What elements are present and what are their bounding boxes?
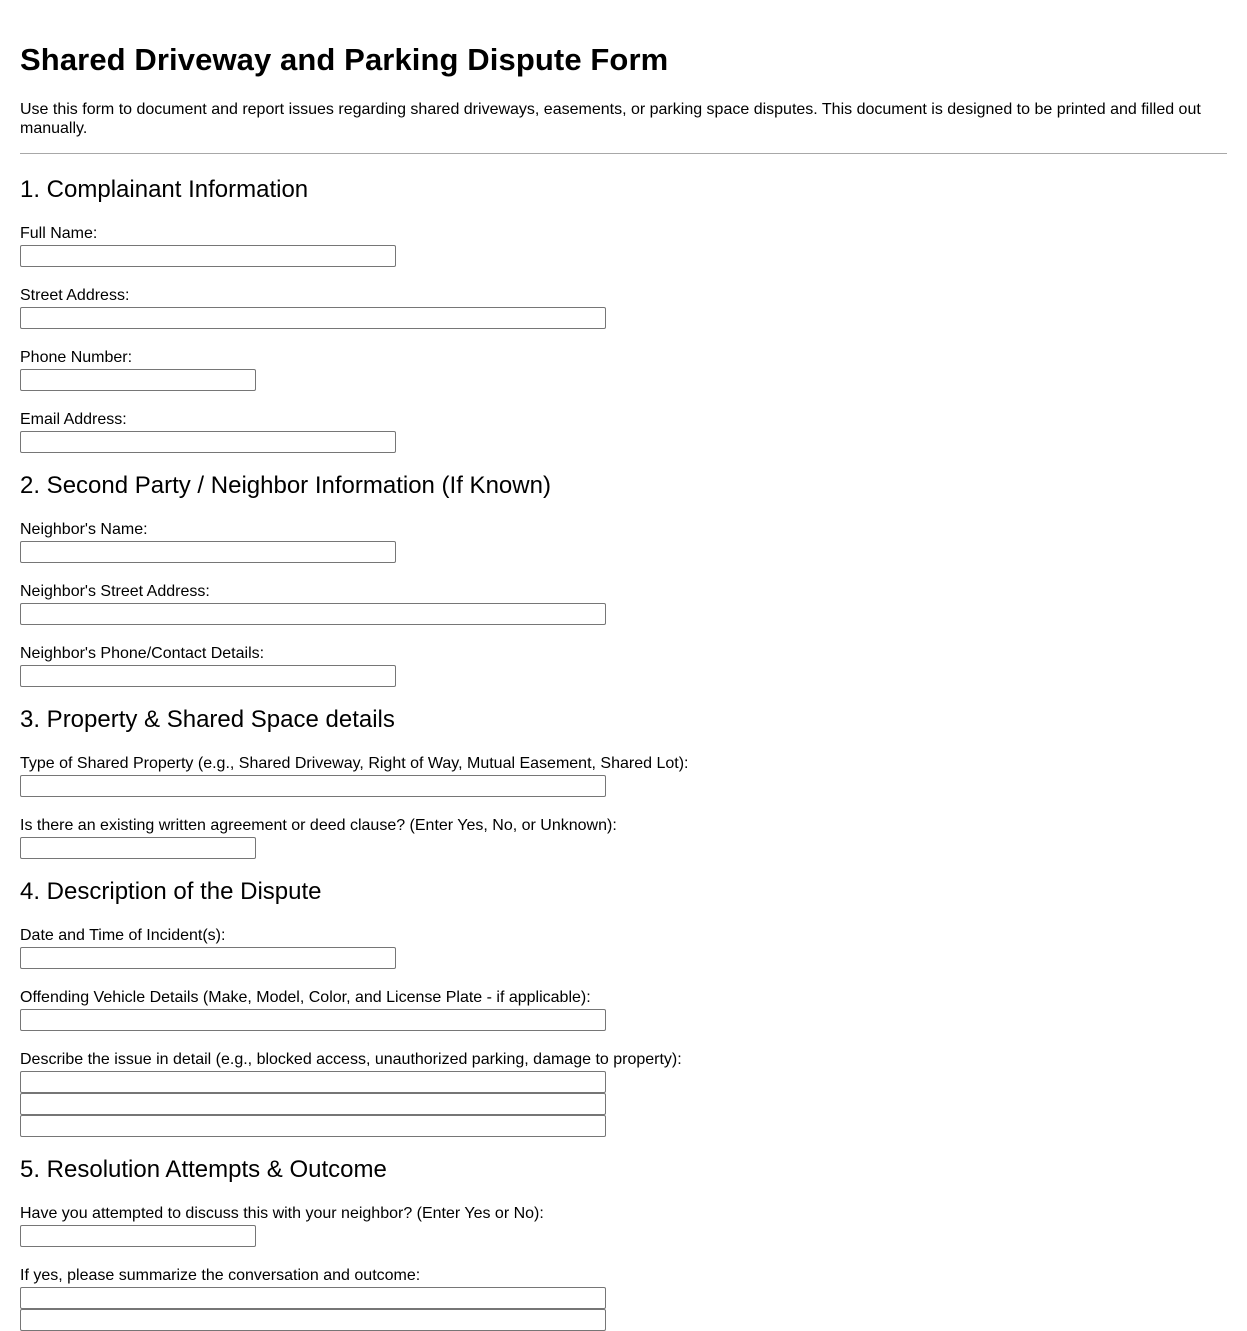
section-heading-resolution: 5. Resolution Attempts & Outcome [20, 1156, 387, 1183]
field-vehicle-details [20, 990, 1227, 1031]
full-name-input[interactable] [20, 245, 396, 267]
issue-description-line-2[interactable] [20, 1093, 606, 1115]
section-heading-complainant: 1. Complainant Information [20, 176, 309, 203]
field-label: Neighbor's Name: [20, 521, 148, 538]
discussed-with-neighbor-input[interactable] [20, 1225, 256, 1247]
field-email-address [20, 412, 1227, 453]
field-label: Street Address: [20, 287, 130, 304]
issue-description-line-1[interactable] [20, 1071, 606, 1093]
field-property-type [20, 756, 1227, 797]
issue-description-line-3[interactable] [20, 1115, 606, 1137]
field-conversation-summary [20, 1268, 1227, 1331]
neighbor-contact-input[interactable] [20, 665, 396, 687]
field-full-name [20, 226, 1227, 267]
field-phone-number [20, 350, 1227, 391]
conversation-summary-line-2[interactable] [20, 1309, 606, 1331]
section-heading-property: 3. Property & Shared Space details [20, 706, 395, 733]
field-label: Describe the issue in detail (e.g., blocked access, unauthorized parking, damage to property): [20, 1051, 682, 1068]
incident-datetime-input[interactable] [20, 947, 396, 969]
street-address-input[interactable] [20, 307, 606, 329]
divider [20, 153, 1227, 154]
neighbor-name-input[interactable] [20, 541, 396, 563]
field-discussed-with-neighbor [20, 1206, 1227, 1247]
field-label: Type of Shared Property (e.g., Shared Driveway, Right of Way, Mutual Easement, Shared Lot): [20, 755, 689, 772]
field-written-agreement [20, 818, 1227, 859]
field-label: Email Address: [20, 411, 127, 428]
field-neighbor-name [20, 522, 1227, 563]
field-label: If yes, please summarize the conversation and outcome: [20, 1267, 421, 1284]
conversation-summary-line-1[interactable] [20, 1287, 606, 1309]
field-label: Neighbor's Street Address: [20, 583, 210, 600]
field-issue-description [20, 1052, 1227, 1137]
field-label: Have you attempted to discuss this with your neighbor? (Enter Yes or No): [20, 1205, 544, 1222]
written-agreement-input[interactable] [20, 837, 256, 859]
intro-text: Use this form to document and report issues regarding shared driveways, easements, or parking space disputes. This document is designed to be printed and filled out manually. [20, 101, 1201, 137]
property-type-input[interactable] [20, 775, 606, 797]
neighbor-address-input[interactable] [20, 603, 606, 625]
field-label: Offending Vehicle Details (Make, Model, Color, and License Plate - if applicable): [20, 989, 591, 1006]
field-neighbor-address [20, 584, 1227, 625]
phone-number-input[interactable] [20, 369, 256, 391]
section-heading-dispute: 4. Description of the Dispute [20, 878, 322, 905]
page-title: Shared Driveway and Parking Dispute Form [20, 42, 669, 77]
section-heading-neighbor: 2. Second Party / Neighbor Information (If Known) [20, 472, 551, 499]
vehicle-details-input[interactable] [20, 1009, 606, 1031]
field-incident-datetime [20, 928, 1227, 969]
field-label: Date and Time of Incident(s): [20, 927, 226, 944]
field-neighbor-contact [20, 646, 1227, 687]
field-label: Phone Number: [20, 349, 133, 366]
field-label: Neighbor's Phone/Contact Details: [20, 645, 265, 662]
field-street-address [20, 288, 1227, 329]
email-address-input[interactable] [20, 431, 396, 453]
field-label: Is there an existing written agreement or deed clause? (Enter Yes, No, or Unknown): [20, 817, 617, 834]
field-label: Full Name: [20, 225, 98, 242]
